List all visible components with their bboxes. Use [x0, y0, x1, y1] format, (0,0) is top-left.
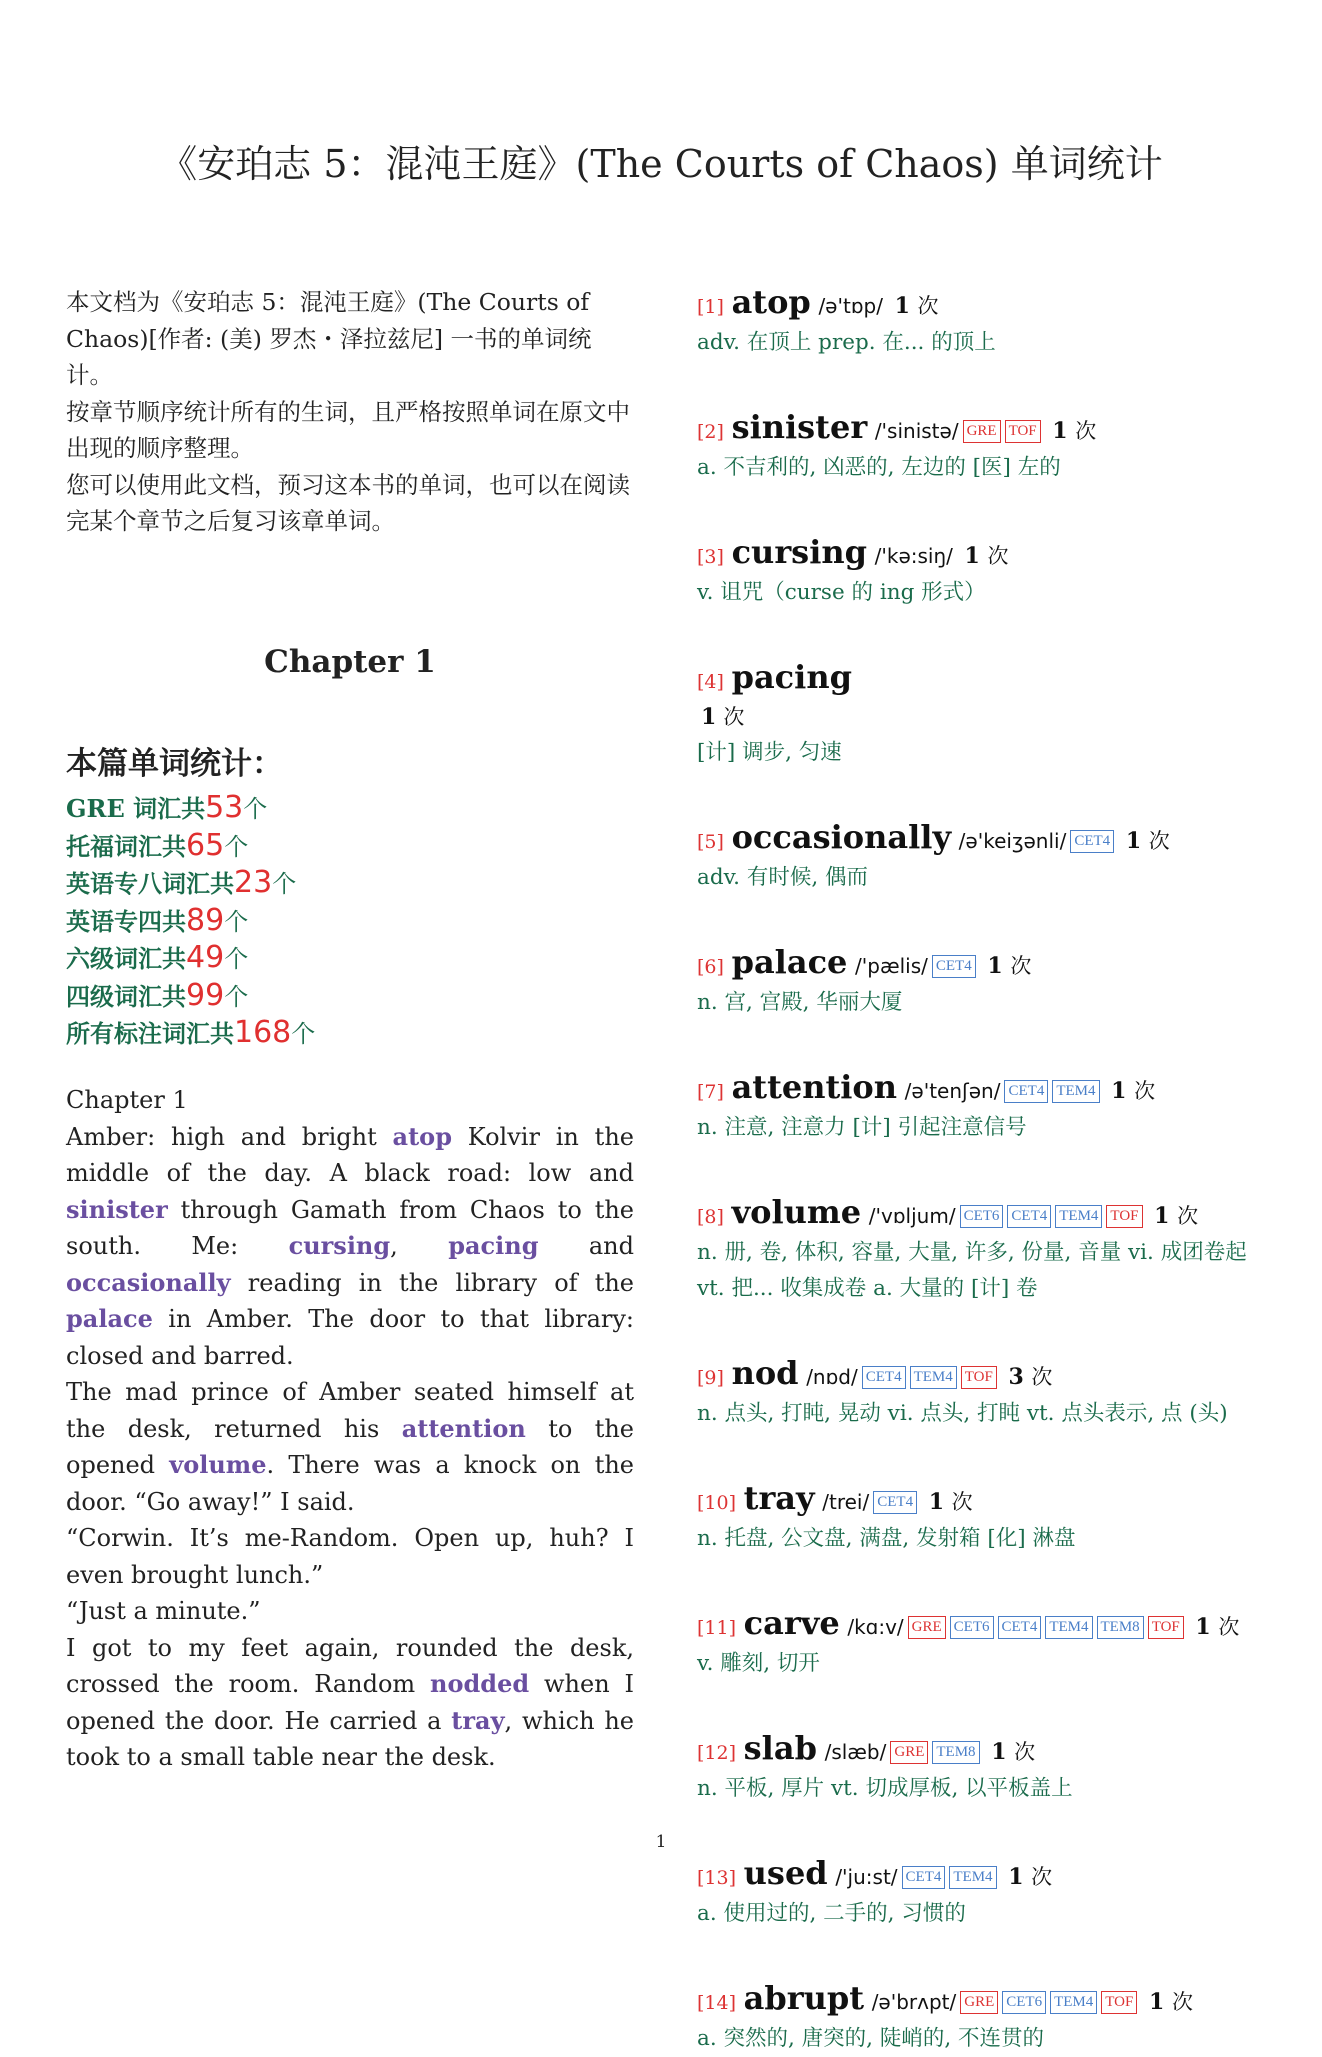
stat-label: 英语专八词汇共 [66, 869, 234, 898]
entry-head [697, 1730, 1277, 1771]
entry-count: 1 [1149, 1989, 1165, 2015]
entry-meaning: [计] 调步, 匀速 [697, 740, 842, 765]
entry-pronunciation: /slæb/ [824, 1740, 887, 1764]
text-paragraph: Amber: high and bright atop Kolvir in the middle of the day. A black road: low and sinister through Gamath from Chaos to the south. Me: cursing, pacing and occasionally reading in the library of the palace in Amber. The door to that library: closed and barred. [66, 1121, 634, 1370]
stat-count: 65 [186, 827, 225, 863]
exam-tag: CET6 [960, 1205, 1004, 1228]
entry-meaning: a. 突然的, 唐突的, 陡峭的, 不连贯的 [697, 2026, 1044, 2051]
entry-word: attention [731, 1068, 898, 1106]
entry-head [697, 1194, 1277, 1235]
stat-label: 六级词汇共 [66, 944, 186, 973]
count-unit: 次 [1014, 1740, 1036, 1764]
entry-word: palace [731, 943, 848, 981]
stat-line [66, 1015, 634, 1053]
entry-meaning: n. 册, 卷, 体积, 容量, 大量, 许多, 份量, 音量 vi. 成团卷起 vt. 把... 收集成卷 a. 大量的 [计] 卷 [697, 1240, 1247, 1301]
highlighted-word: sinister [66, 1194, 168, 1224]
entry-head [697, 1980, 1277, 2021]
stat-label: GRE 词汇共 [66, 794, 206, 823]
entry-index: [3] [697, 546, 724, 568]
entry-index: [8] [697, 1206, 724, 1228]
exam-tag: TOF [1106, 1205, 1142, 1228]
exam-tag: TEM4 [1052, 1080, 1099, 1103]
exam-tag: CET4 [1070, 830, 1114, 853]
highlighted-word: volume [169, 1450, 267, 1479]
entry-count: 1 [701, 704, 717, 730]
exam-tag: TEM4 [1045, 1616, 1092, 1639]
count-unit: 次 [1075, 419, 1097, 443]
entry-count: 1 [1111, 1078, 1127, 1104]
entry-meaning: adv. 有时候, 偶而 [697, 865, 869, 890]
count-unit: 次 [1177, 1204, 1199, 1228]
stat-count: 49 [186, 940, 225, 975]
vocab-entry [697, 409, 1277, 486]
stat-line [66, 790, 634, 828]
entry-pronunciation: /'pælis/ [855, 954, 928, 978]
entry-pronunciation: /ə'tɒp/ [818, 294, 883, 318]
stat-unit: 个 [224, 832, 249, 861]
vocab-entry [697, 1480, 1277, 1557]
count-unit: 次 [723, 705, 745, 729]
count-unit: 次 [1171, 1990, 1193, 2014]
count-unit: 次 [1148, 829, 1170, 853]
highlighted-word: cursing [288, 1231, 391, 1260]
entry-head [697, 1480, 1277, 1521]
vocab-entry [697, 1069, 1277, 1146]
entry-word: occasionally [731, 818, 952, 856]
entry-word: atop [731, 283, 811, 321]
text-paragraph: “Corwin. It’s me-Random. Open up, huh? I even brought lunch.” [66, 1524, 634, 1589]
entry-head [697, 1355, 1277, 1396]
exam-tag: CET4 [873, 1491, 917, 1514]
vocab-entry [697, 1605, 1277, 1682]
vocab-entry [697, 944, 1277, 1021]
exam-tag: GRE [908, 1616, 946, 1639]
exam-tag: CET6 [950, 1616, 994, 1639]
count-unit: 次 [1031, 1365, 1053, 1389]
page-number: 1 [655, 1832, 667, 1852]
vocabulary-list [697, 284, 1277, 2057]
entry-head [697, 284, 1277, 325]
entry-head [697, 534, 1277, 575]
entry-pronunciation: /ə'brʌpt/ [871, 1990, 957, 2014]
entry-count: 3 [1008, 1364, 1024, 1390]
chapter-heading: Chapter 1 [264, 644, 436, 680]
entry-head [697, 1605, 1277, 1646]
count-unit: 次 [987, 544, 1009, 568]
stat-count: 99 [186, 977, 225, 1013]
vocab-entry [697, 1855, 1277, 1932]
entry-pronunciation: /kɑ:v/ [847, 1615, 904, 1639]
entry-index: [12] [697, 1742, 737, 1764]
entry-word: volume [731, 1193, 862, 1231]
entry-count: 1 [987, 953, 1003, 979]
entry-pronunciation: /trei/ [822, 1490, 870, 1514]
stats-title: 本篇单词统计： [66, 746, 283, 782]
entry-pronunciation: /'ju:st/ [835, 1865, 898, 1889]
highlighted-word: palace [66, 1304, 153, 1333]
stat-line [66, 865, 634, 903]
exam-tag: TEM4 [1050, 1991, 1097, 2014]
entry-index: [7] [697, 1081, 724, 1103]
entry-count: 1 [1052, 418, 1068, 444]
entry-meaning: adv. 在顶上 prep. 在... 的顶上 [697, 330, 996, 355]
chapter-text [66, 1082, 634, 1776]
stat-count: 23 [234, 865, 273, 900]
exam-tag: TOF [1005, 420, 1041, 443]
intro-section [66, 284, 634, 540]
count-unit: 次 [1031, 1865, 1053, 1889]
highlighted-word: tray [451, 1705, 505, 1735]
entry-word: abrupt [743, 1979, 865, 2017]
exam-tag: CET4 [998, 1616, 1042, 1639]
entry-count: 1 [1125, 828, 1142, 854]
vocab-entry [697, 1355, 1277, 1432]
count-unit: 次 [1010, 954, 1032, 978]
document-title: 《安珀志 5：混沌王庭》(The Courts of Chaos) 单词统计 [159, 142, 1163, 186]
entry-count: 1 [1154, 1203, 1170, 1229]
entry-word: nod [731, 1354, 799, 1392]
vocab-entry [697, 284, 1277, 361]
entry-count: 1 [928, 1489, 945, 1515]
stat-label: 托福词汇共 [66, 831, 186, 861]
intro-paragraph: 按章节顺序统计所有的生词，且严格按照单词在原文中出现的顺序整理。 [66, 397, 630, 462]
stat-label: 英语专四共 [66, 906, 186, 936]
stat-count: 168 [234, 1015, 292, 1050]
exam-tag: CET4 [902, 1866, 946, 1889]
entry-count: 1 [964, 543, 980, 569]
entry-meaning: n. 点头, 打盹, 晃动 vi. 点头, 打盹 vt. 点头表示, 点 (头) [697, 1401, 1228, 1426]
entry-meaning: n. 平板, 厚片 vt. 切成厚板, 以平板盖上 [697, 1776, 1073, 1801]
entry-count: 1 [1008, 1864, 1024, 1890]
exam-tag: CET4 [932, 955, 976, 978]
stat-count: 89 [186, 902, 225, 938]
count-unit: 次 [1218, 1615, 1240, 1639]
stat-unit: 个 [224, 945, 249, 973]
highlighted-word: atop [392, 1121, 452, 1151]
entry-index: [11] [697, 1617, 737, 1639]
highlighted-word: pacing [448, 1231, 539, 1260]
entry-index: [10] [697, 1492, 737, 1514]
vocab-entry [697, 534, 1277, 611]
stat-label: 所有标注词汇共 [66, 1019, 234, 1048]
text-paragraph: “Just a minute.” [66, 1597, 261, 1625]
exam-tag: CET4 [1007, 1205, 1051, 1228]
exam-tag: TEM4 [910, 1366, 957, 1389]
entry-word: tray [743, 1479, 815, 1517]
entry-meaning: n. 宫, 宫殿, 华丽大厦 [697, 990, 903, 1015]
stat-unit: 个 [291, 1020, 316, 1048]
entry-count: 1 [894, 293, 910, 319]
exam-tag: TEM8 [1097, 1616, 1144, 1639]
highlighted-word: occasionally [66, 1267, 231, 1297]
exam-tag: TOF [1148, 1616, 1184, 1639]
vocab-entry [697, 1980, 1277, 2057]
entry-index: [2] [697, 421, 724, 443]
entry-index: [14] [697, 1992, 737, 2014]
exam-tag: TOF [961, 1366, 997, 1389]
exam-tag: CET4 [862, 1366, 906, 1389]
entry-count: 1 [1195, 1614, 1211, 1640]
text-paragraph: I got to my feet again, rounded the desk, crossed the room. Random nodded when I opened the door. He carried a tray, which he took to a small table near the desk. [66, 1633, 634, 1771]
entry-word: slab [743, 1729, 817, 1767]
vocab-entry [697, 819, 1277, 896]
entry-index: [5] [697, 831, 724, 853]
stat-unit: 个 [224, 907, 249, 936]
entry-pronunciation: /ə'keiʒənli/ [958, 829, 1067, 853]
entry-pronunciation: /'sinistə/ [874, 419, 959, 443]
stat-label: 四级词汇共 [66, 981, 186, 1011]
entry-index: [9] [697, 1367, 724, 1389]
exam-tag: CET6 [1002, 1991, 1046, 2014]
text-paragraph: The mad prince of Amber seated himself at the desk, returned his attention to the opened volume. There was a knock on the door. “Go away!” I said. [66, 1378, 634, 1516]
intro-paragraph: 您可以使用此文档，预习这本书的单词，也可以在阅读完某个章节之后复习该章单词。 [66, 470, 630, 535]
count-unit: 次 [1134, 1079, 1156, 1103]
exam-tag: TOF [1101, 1991, 1137, 2014]
stat-line [66, 903, 634, 941]
exam-tag: GRE [960, 1991, 998, 2014]
entry-word: pacing [731, 658, 852, 696]
entry-meaning: a. 不吉利的, 凶恶的, 左边的 [医] 左的 [697, 455, 1061, 480]
exam-tag: GRE [963, 420, 1001, 443]
entry-head [697, 819, 1277, 860]
vocab-entry [697, 1194, 1277, 1307]
exam-tag: GRE [890, 1741, 928, 1764]
entry-head [697, 659, 1277, 700]
highlighted-word: attention [401, 1413, 526, 1443]
entry-count: 1 [991, 1739, 1007, 1765]
entry-meaning: a. 使用过的, 二手的, 习惯的 [697, 1901, 966, 1926]
vocab-entry [697, 659, 1277, 771]
entry-pronunciation: /ə'tenʃən/ [904, 1079, 1001, 1103]
word-stats [66, 742, 634, 1053]
intro-paragraph: 本文档为《安珀志 5：混沌王庭》(The Courts of Chaos)[作者: (美) 罗杰・泽拉兹尼] 一书的单词统计。 [66, 288, 592, 389]
exam-tag: TEM4 [1055, 1205, 1102, 1228]
highlighted-word: nodded [430, 1669, 530, 1698]
entry-head [697, 1069, 1277, 1110]
exam-tag: TEM4 [949, 1866, 996, 1889]
entry-index: [13] [697, 1867, 737, 1889]
stat-line [66, 940, 634, 978]
entry-index: [6] [697, 956, 724, 978]
entry-head [697, 944, 1277, 985]
entry-pronunciation: /'kə:siŋ/ [874, 544, 953, 568]
entry-meaning: v. 诅咒（curse 的 ing 形式） [697, 580, 986, 605]
exam-tag: CET4 [1004, 1080, 1048, 1103]
entry-pronunciation: /nɒd/ [806, 1365, 858, 1389]
stat-line [66, 978, 634, 1016]
vocab-entry [697, 1730, 1277, 1807]
entry-index: [4] [697, 671, 724, 693]
entry-index: [1] [697, 296, 724, 318]
entry-meaning: v. 雕刻, 切开 [697, 1651, 820, 1676]
count-unit: 次 [951, 1490, 973, 1514]
stat-unit: 个 [272, 870, 297, 898]
entry-count-line [697, 700, 1277, 735]
stat-line [66, 828, 634, 866]
exam-tag: TEM8 [932, 1741, 979, 1764]
stat-unit: 个 [224, 982, 249, 1011]
entry-word: carve [743, 1604, 840, 1642]
stat-count: 53 [205, 790, 244, 825]
count-unit: 次 [917, 294, 939, 318]
entry-head [697, 1855, 1277, 1896]
entry-head [697, 409, 1277, 450]
entry-word: sinister [731, 408, 868, 446]
entry-word: cursing [731, 533, 867, 571]
entry-word: used [743, 1854, 828, 1892]
entry-meaning: n. 注意, 注意力 [计] 引起注意信号 [697, 1115, 1027, 1140]
entry-meaning: n. 托盘, 公文盘, 满盘, 发射箱 [化] 淋盘 [697, 1526, 1076, 1551]
stat-unit: 个 [243, 795, 268, 823]
entry-pronunciation: /'vɒljum/ [868, 1204, 956, 1228]
text-heading: Chapter 1 [66, 1086, 188, 1114]
